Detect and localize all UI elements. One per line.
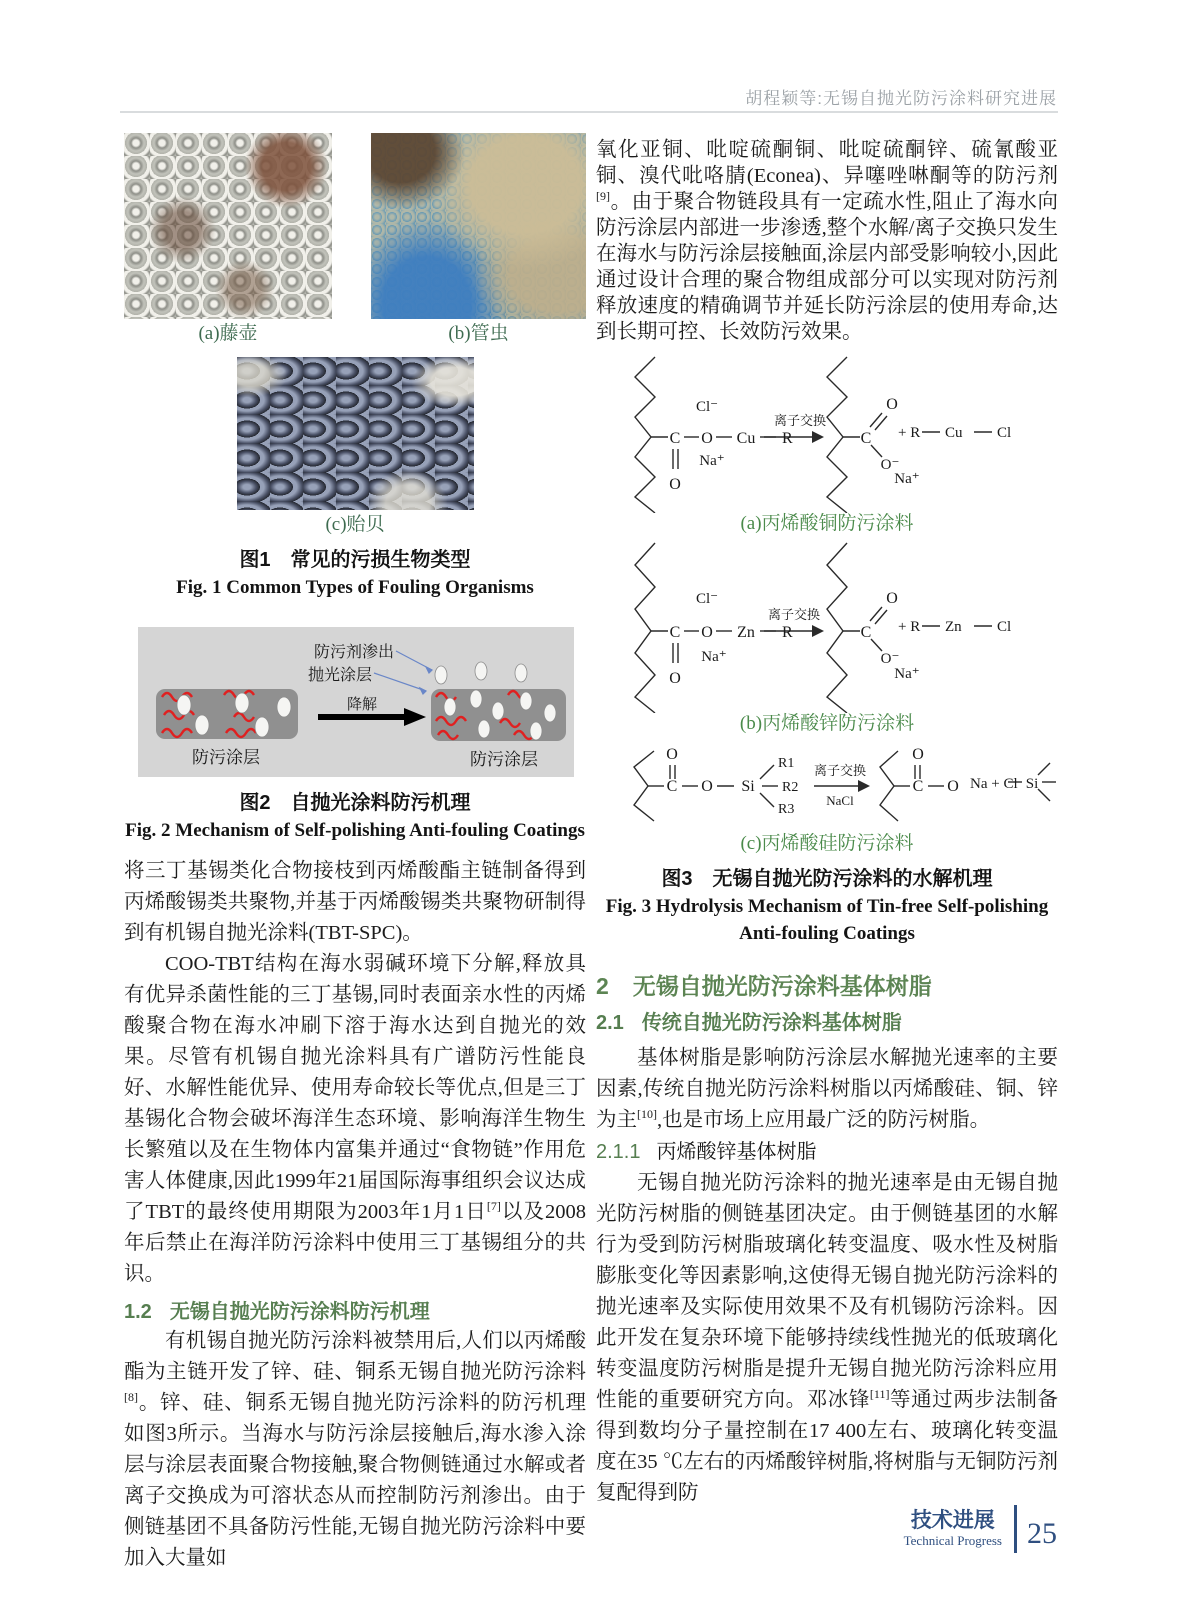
header-rule bbox=[120, 111, 1058, 113]
figure1-photo-mussels bbox=[237, 357, 474, 510]
figure1-photo-a-label: (a)藤壶 bbox=[198, 323, 258, 344]
figure1-photo-tubeworms bbox=[371, 133, 586, 319]
product-nacl: Na + Cl bbox=[970, 776, 1018, 792]
group-r2: R2 bbox=[782, 780, 799, 795]
atom-r: R bbox=[782, 624, 793, 641]
paragraph-zinc-acrylate: 无锡自抛光防污涂料的抛光速率是由无锡自抛光防污树脂的侧链基团决定。由于侧链基团的水解行为受到防污树脂玻璃化转变温度、吸水性及树脂膨胀变化等因素影响,这使得无锡自抛光防污涂料的抛光速率及实际使用效果不及有机锡防污涂料。因此开发在复杂环境下能够持续线性抛光的低玻璃化转变温度防污树脂是提升无锡自抛光防污涂料应用性能的重要研究方向。邓冰锋[11]等通过两步法制备得到数均分子量控制在17 400左右、玻璃化转变温度在35 ℃左右的丙烯酸锌树脂,将树脂与无铜防污剂复配得到防 bbox=[596, 1172, 1059, 1504]
paragraph-matrix-resin: 基体树脂是影响防污涂层水解抛光速率的主要因素,传统自抛光防污涂料树脂以丙烯酸硅、铜、锌为主[10],也是市场上应用最广泛的防污树脂。 bbox=[596, 1047, 1058, 1131]
arrow-label-ion-exchange: 离子交换 bbox=[773, 413, 827, 428]
paragraph-biocides: 氧化亚铜、吡啶硫酮铜、吡啶硫酮锌、硫氰酸亚铜、溴代吡咯腈(Econea)、异噻唑啉酮等的防污剂[9]。由于聚合物链段具有一定疏水性,阻止了海水向防污涂层内部进一步渗透,整个水解/离子交换只发生在海水与防污涂层接触面,涂层内部受影响较小,因此通过设计合理的聚合物组成部分可以实现对防污剂释放速度的精确调节并延长防污涂层的使用寿命,达到长期可控、长效防污效果。 bbox=[596, 139, 1058, 343]
figure2-label-polish: 抛光涂层 bbox=[307, 667, 372, 684]
reference-9: [9] bbox=[596, 189, 610, 204]
product-carbonyl-o: O bbox=[912, 746, 924, 763]
atom-metal: Zn bbox=[737, 624, 755, 641]
figure2-label-leach: 防污剂渗出 bbox=[313, 644, 394, 661]
atom-chain-c: C bbox=[666, 778, 678, 795]
figure2-caption-zh: 图2 自抛光涂料防污机理 bbox=[239, 792, 471, 814]
ion-na: Na⁺ bbox=[701, 649, 727, 665]
figure1-photo-b-label: (b)管虫 bbox=[448, 323, 509, 344]
figure3-caption-zh: 图3 无锡自抛光防污涂料的水解机理 bbox=[661, 868, 993, 890]
product-o-minus: O⁻ bbox=[880, 457, 900, 473]
atom-chain-c: C bbox=[669, 430, 681, 447]
arrow-label-ion-exchange: 离子交换 bbox=[767, 607, 821, 622]
footer-divider bbox=[1014, 1505, 1017, 1553]
figure1-photo-b-wrap bbox=[371, 133, 586, 347]
group-r1: R1 bbox=[778, 756, 795, 771]
ion-na: Na⁺ bbox=[699, 453, 725, 469]
figure3-diagram-a bbox=[610, 353, 1046, 513]
product-metal: Zn bbox=[945, 619, 962, 635]
atom-carbonyl-o: O bbox=[669, 476, 681, 493]
product-na: Na⁺ bbox=[894, 666, 920, 682]
arrow-label-nacl: NaCl bbox=[826, 793, 854, 808]
figure1-photo-row bbox=[124, 133, 586, 347]
reference-8: [8] bbox=[124, 1390, 138, 1405]
figure3-diagram-b bbox=[610, 541, 1046, 713]
product-metal: Cu bbox=[945, 425, 963, 441]
product-plus-r: + R bbox=[898, 425, 921, 441]
footer-column-zh: 技术进展 bbox=[910, 1509, 995, 1532]
arrow-label-ion-exchange: 离子交换 bbox=[813, 763, 867, 778]
figure3-caption-en-line2: Anti-fouling Coatings bbox=[739, 923, 915, 944]
left-column bbox=[124, 133, 586, 1574]
figure1-photo-barnacles bbox=[124, 133, 332, 319]
reaction-arrow bbox=[764, 431, 824, 443]
reaction-arrow bbox=[764, 625, 824, 637]
footer-column-name bbox=[904, 1509, 1002, 1549]
product-cl: Cl bbox=[997, 425, 1012, 441]
product-o: O bbox=[886, 396, 898, 413]
atom-ester-o: O bbox=[701, 430, 713, 447]
atom-ester-o: O bbox=[701, 624, 713, 641]
product-o-minus: O⁻ bbox=[880, 651, 900, 667]
right-column bbox=[596, 137, 1058, 1509]
atom-si: Si bbox=[741, 778, 755, 795]
product-c: C bbox=[860, 624, 872, 641]
figure1-photo-c-wrap bbox=[124, 357, 586, 538]
page-footer bbox=[904, 1505, 1057, 1553]
paragraph-coo-tbt: COO-TBT结构在海水弱碱环境下分解,释放具有优异杀菌性能的三丁基锡,同时表面亲水性的丙烯酸聚合物在海水冲刷下溶于海水达到自抛光的效果。尽管有机锡自抛光涂料具有广谱防污性能良好、水解性能优异、使用寿命较长等优点,但是三丁基锡化合物会破坏海洋生态环境、影响海洋生物生长繁殖以及在生物体内富集并通过“食物链”作用危害人体健康,因此1999年21届国际海事组织会议达成了TBT的最终使用期限为2003年1月1日[7]以及2008年后禁止在海洋防污涂料中使用三丁基锡组分的共识。 bbox=[124, 953, 586, 1285]
ion-cl: Cl⁻ bbox=[695, 399, 719, 415]
atom-metal: Cu bbox=[736, 430, 756, 447]
figure3-caption-c: (c)丙烯酸硅防污涂料 bbox=[740, 833, 914, 854]
product-si: Si bbox=[1025, 776, 1039, 792]
figure3-caption-b: (b)丙烯酸锌防污涂料 bbox=[739, 713, 915, 734]
section-1-2-heading: 1.2 无锡自抛光防污涂料防污机理 bbox=[124, 1301, 430, 1323]
atom-r: R bbox=[782, 430, 793, 447]
figure3-caption-en-line1: Fig. 3 Hydrolysis Mechanism of Tin-free Self-polishing bbox=[605, 896, 1049, 917]
figure2-caption-en: Fig. 2 Mechanism of Self-polishing Anti-fouling Coatings bbox=[125, 820, 585, 841]
ion-cl: Cl⁻ bbox=[695, 591, 719, 607]
product-c: C bbox=[860, 430, 872, 447]
page-number: 25 bbox=[1027, 1517, 1057, 1550]
product-cl: Cl bbox=[997, 619, 1012, 635]
figure1-photo-a-wrap bbox=[124, 133, 332, 347]
product-na: Na⁺ bbox=[894, 471, 920, 487]
running-head: 胡程颖等:无锡自抛光防污涂料研究进展 bbox=[745, 89, 1057, 108]
atom-carbonyl-o: O bbox=[666, 746, 678, 763]
section-2-1-heading: 2.1 传统自抛光防污涂料基体树脂 bbox=[596, 1012, 902, 1034]
reaction-arrow bbox=[814, 780, 870, 792]
figure2-schematic bbox=[138, 627, 574, 777]
footer-column-en: Technical Progress bbox=[903, 1533, 1002, 1548]
figure2-label-coating-right: 防污涂层 bbox=[470, 750, 538, 769]
product-o: O bbox=[886, 590, 898, 607]
figure2-label-degrade: 降解 bbox=[346, 697, 378, 713]
figure1-photo-c-label: (c)贻贝 bbox=[325, 514, 385, 535]
figure1-caption-en: Fig. 1 Common Types of Fouling Organisms bbox=[176, 577, 534, 598]
figure1-caption-zh: 图1 常见的污损生物类型 bbox=[239, 549, 471, 571]
figure2-label-coating-left: 防污涂层 bbox=[192, 748, 260, 767]
paragraph-tbt-intro: 将三丁基锡类化合物接枝到丙烯酸酯主链制备得到丙烯酸锡类共聚物,并基于丙烯酸锡类共聚物研制得到有机锡自抛光涂料(TBT-SPC)。 bbox=[124, 860, 586, 944]
figure3-diagram-c bbox=[610, 741, 1060, 833]
reference-10: [10] bbox=[637, 1107, 657, 1122]
section-2-heading: 2 无锡自抛光防污涂料基体树脂 bbox=[596, 973, 932, 999]
atom-chain-c: C bbox=[669, 624, 681, 641]
product-o: O bbox=[947, 778, 959, 795]
product-c: C bbox=[912, 778, 924, 795]
paragraph-tin-free-mechanism: 有机锡自抛光防污涂料被禁用后,人们以丙烯酸酯为主链开发了锌、硅、铜系无锡自抛光防污涂料[8]。锌、硅、铜系无锡自抛光防污涂料的防污机理如图3所示。当海水与防污涂层接触后,海水渗入涂层与涂层表面聚合物接触,聚合物侧链通过水解或者离子交换成为可溶状态从而控制防污剂渗出。由于侧链基团不具备防污性能,无锡自抛光防污涂料中要加入大量如 bbox=[124, 1330, 586, 1569]
atom-carbonyl-o: O bbox=[669, 670, 681, 687]
group-r3: R3 bbox=[778, 802, 795, 817]
section-2-1-1-heading: 2.1.1 丙烯酸锌基体树脂 bbox=[596, 1141, 817, 1163]
reference-7: [7] bbox=[486, 1199, 501, 1214]
atom-ester-o: O bbox=[701, 778, 713, 795]
product-plus-r: + R bbox=[898, 619, 921, 635]
reference-11: [11] bbox=[869, 1387, 890, 1402]
figure3-caption-a: (a)丙烯酸铜防污涂料 bbox=[740, 513, 914, 534]
